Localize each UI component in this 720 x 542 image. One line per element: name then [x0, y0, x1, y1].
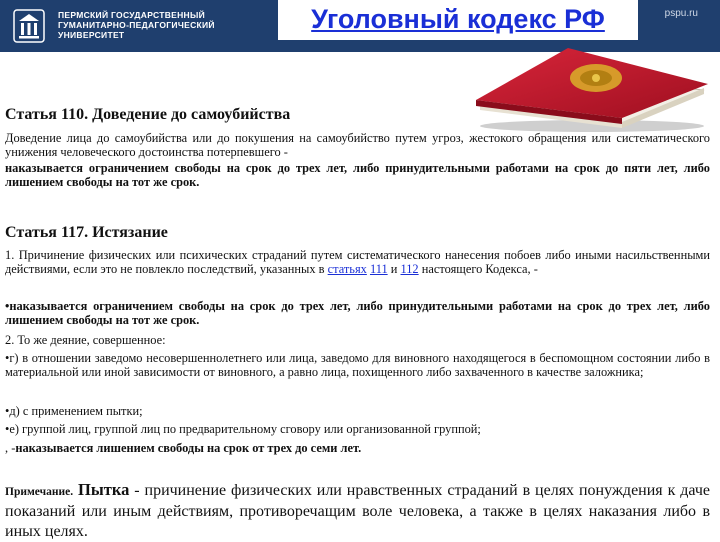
site-url: pspu.ru: [664, 8, 698, 19]
article-117-heading: Статья 117. Истязание: [5, 224, 168, 241]
article-117-part2-penalty-line: [5, 441, 710, 455]
note-paragraph: [5, 480, 710, 542]
article-117-part1-text: 1. Причинение физических или психических страданий путем систематического нанесения побоев либо иными насильственными действиями, если это не повлекло последствий, указанных в: [5, 248, 710, 276]
article-117-item-e: •е) группой лиц, группой лиц по предварительному сговору или организованной группой;: [5, 422, 481, 436]
link-article-112[interactable]: 112: [400, 262, 419, 276]
coat-of-arms-icon: [570, 64, 622, 92]
note-label: Примечание.: [5, 486, 74, 498]
article-117-part1-penalty: •наказывается ограничением свободы на срок до трех лет, либо принудительными работами на срок до трех лет, либо лишением свободы на тот же срок.: [5, 299, 710, 327]
article-117-part2-penalty: наказывается лишением свободы на срок от трех до семи лет.: [15, 441, 362, 455]
article-117-part2-prefix: , -: [5, 441, 16, 455]
article-110-penalty: наказывается ограничением свободы на срок до трех лет, либо принудительными работами на срок до пяти лет, либо лишением свободы на тот же срок.: [5, 161, 710, 189]
university-name: [58, 10, 215, 40]
link-article-111[interactable]: 111: [369, 262, 388, 276]
article-117-part1-and: и: [390, 262, 398, 276]
criminal-code-book-image: [472, 44, 712, 134]
university-name-line: ГУМАНИТАРНО-ПЕДАГОГИЧЕСКИЙ: [58, 20, 215, 30]
note-text: - причинение физических или нравственных страданий в целях понуждения к даче показаний или иным действиям, противоречащим воле человека, а также в целях наказания либо в иных целях.: [5, 482, 711, 540]
article-110-text: Доведение лица до самоубийства или до покушения на самоубийство путем угроз, жестокого обращения или систематического унижения человеческого достоинства потерпевшего -: [5, 131, 710, 159]
article-117-part1: [5, 248, 710, 276]
article-117-item-d: •д) с применением пытки;: [5, 404, 143, 418]
article-117-part2-intro: 2. То же деяние, совершенное:: [5, 333, 166, 347]
article-117-item-g: •г) в отношении заведомо несовершеннолетнего или лица, заведомо для виновного находящегося в беспомощном состоянии либо в материальной или иной зависимости от виновного, а равно лица, похищенного либо захваченного в качестве заложника;: [5, 351, 710, 379]
article-110-heading: Статья 110. Доведение до самоубийства: [5, 106, 291, 123]
university-name-line: УНИВЕРСИТЕТ: [58, 30, 125, 40]
link-articles[interactable]: статьях: [327, 262, 367, 276]
university-name-line: ПЕРМСКИЙ ГОСУДАРСТВЕННЫЙ: [58, 10, 206, 20]
university-logo-icon: [12, 8, 46, 44]
page-title[interactable]: Уголовный кодекс РФ: [311, 4, 605, 34]
note-term: Пытка: [78, 480, 130, 499]
title-box: [278, 0, 638, 40]
article-117-part1-tail: настоящего Кодекса, -: [421, 262, 538, 276]
